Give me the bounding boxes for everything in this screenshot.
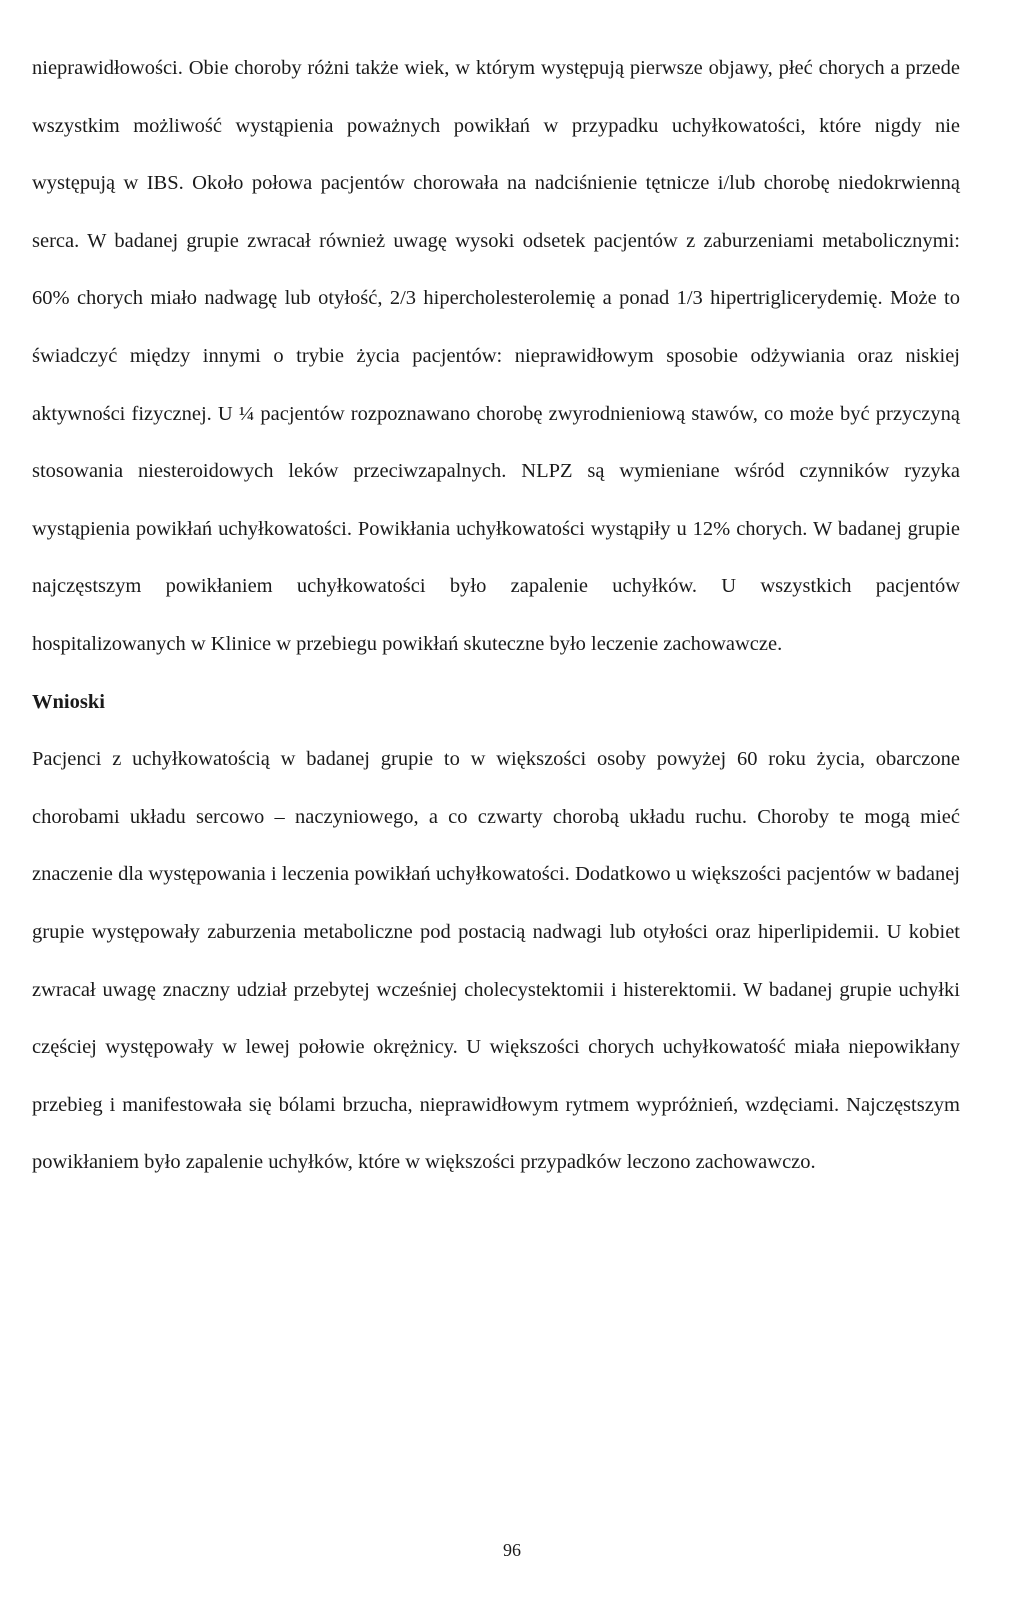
body-paragraph-discussion: nieprawidłowości. Obie choroby różni także wiek, w którym występują pierwsze objawy, płeć chorych a przede wszystkim możliwość wystąpienia poważnych powikłań w przypadku uchyłkowatości, które nigdy nie występują w IBS. Około połowa pacjentów chorowała na nadciśnienie tętnicze i/lub chorobę niedokrwienną serca. W badanej grupie zwracał również uwagę wysoki odsetek pacjentów z zaburzeniami metabolicznymi: 60% chorych miało nadwagę lub otyłość, 2/3 hipercholesterolemię a ponad 1/3 hipertriglicerydemię. Może to świadczyć między innymi o trybie życia pacjentów: nieprawidłowym sposobie odżywiania oraz niskiej aktywności fizycznej. U ¼ pacjentów rozpoznawano chorobę zwyrodnieniową stawów, co może być przyczyną stosowania niesteroidowych leków przeciwzapalnych. NLPZ są wymieniane wśród czynników ryzyka wystąpienia powikłań uchyłkowatości. Powikłania uchyłkowatości wystąpiły u 12% chorych. W badanej grupie najczęstszym powikłaniem uchyłkowatości było zapalenie uchyłków. U wszystkich pacjentów hospitalizowanych w Klinice w przebiegu powikłań skuteczne było leczenie zachowawcze. [32, 57, 960, 655]
section-heading-conclusions: Wnioski [32, 690, 105, 713]
document-page [32, 40, 960, 1192]
page-number: 96 [503, 1540, 521, 1560]
body-paragraph-conclusions: Pacjenci z uchyłkowatością w badanej grupie to w większości osoby powyżej 60 roku życia, obarczone chorobami układu sercowo – naczyniowego, a co czwarty chorobą układu ruchu. Choroby te mogą mieć znaczenie dla występowania i leczenia powikłań uchyłkowatości. Dodatkowo u większości pacjentów w badanej grupie występowały zaburzenia metaboliczne pod postacią nadwagi lub otyłości oraz hiperlipidemii. U kobiet zwracał uwagę znaczny udział przebytej wcześniej cholecystektomii i histerektomii. W badanej grupie uchyłki częściej występowały w lewej połowie okrężnicy. U większości chorych uchyłkowatość miała niepowikłany przebieg i manifestowała się bólami brzucha, nieprawidłowym rytmem wypróżnień, wzdęciami. Najczęstszym powikłaniem było zapalenie uchyłków, które w większości przypadków leczono zachowawczo. [32, 748, 960, 1174]
